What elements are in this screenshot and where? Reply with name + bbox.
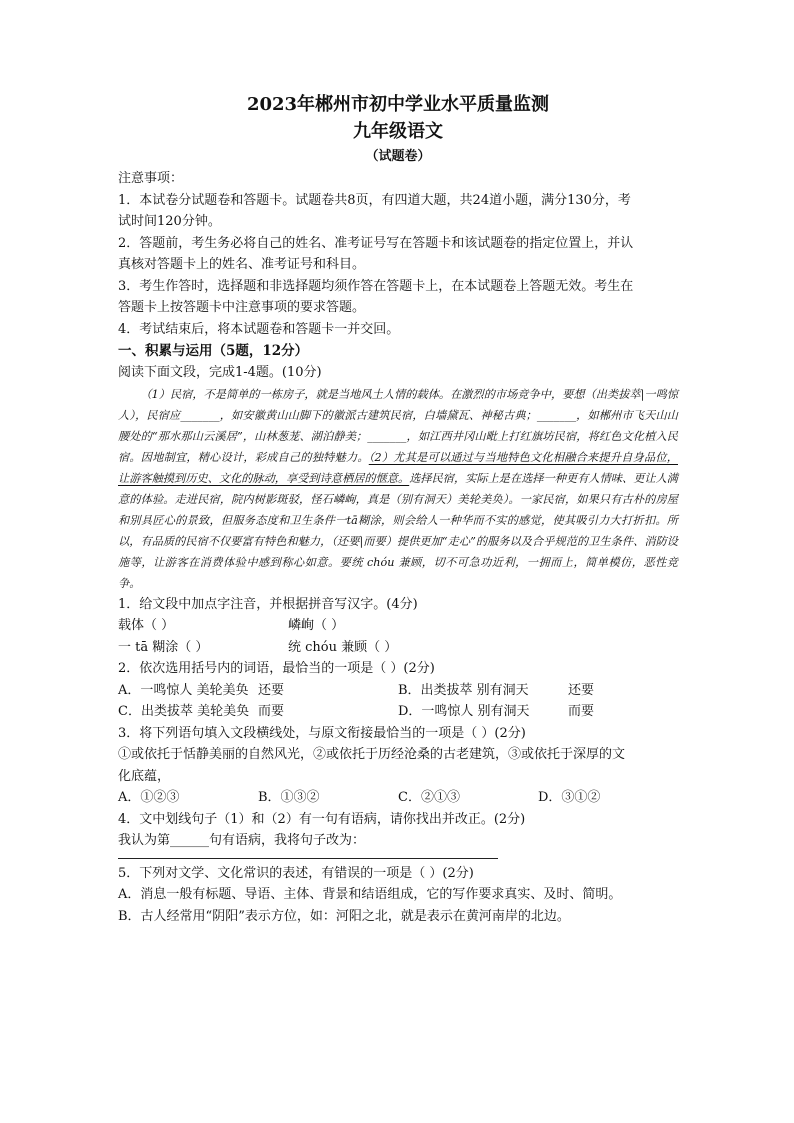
question-5: 5．下列对文学、文化常识的表述，有错误的一项是（ ）(2分)	[118, 865, 474, 881]
q1-items-row	[118, 637, 678, 659]
q1-item: 统 chóu 兼顾（ ）	[288, 639, 398, 655]
q2-option: C．出类拔萃 美轮美奂	[118, 704, 250, 719]
question-1: 1．给文段中加点字注音，并根据拼音写汉字。(4分)	[118, 596, 418, 612]
q3-sentences-cont: 化底蕴，	[118, 768, 171, 784]
q2-options-row	[118, 701, 678, 723]
q4-answer-line	[118, 858, 498, 859]
q3-option-d: D．③①②	[538, 790, 601, 805]
q2-option-word: 而要	[568, 704, 595, 719]
passage-part-3: 选择民宿，实际上是在选择一种更有人情味、更让人满意的体验。走进民宿，院内树影斑驳，怪石嶙峋，真是（别有洞天）美轮美奂）。一家民宿，如果只有古朴的房屋和别具匠心的景致，但服务态度和卫生条件一tā糊涂，则会给人一种华而不实的感觉，使其吸引力大打折扣。所以，有品质的民宿不仅要富有特色和魅力，（还要|而要）提供更加“走心”的服务以及合乎规范的卫生条件、消防设施等，让游客在消费体验中感到称心如意。要统 chóu 兼顾，切不可急功近利，一拥而上，简单模仿，恶性竞争。	[118, 471, 678, 590]
q2-option: A．一鸣惊人 美轮美奂	[118, 682, 249, 698]
q1-items-row	[118, 615, 678, 637]
q3-options-row	[118, 787, 678, 809]
q2-option: B．出类拔萃 别有洞天	[398, 682, 529, 698]
question-4: 4．文中划线句子（1）和（2）有一句有语病，请你找出并改正。(2分)	[118, 811, 526, 827]
q1-item: 嶙峋（ ）	[288, 618, 345, 633]
q1-item: 载体（ ）	[118, 618, 175, 633]
instructions-heading: 注意事项：	[118, 171, 184, 186]
exam-subject: 九年级语文	[353, 121, 443, 142]
q5-option-a: A．消息一般有标题、导语、主体、背景和结语组成，它的写作要求真实、及时、简明。	[118, 887, 622, 902]
section-intro: 阅读下面文段，完成1-4题。(10分)	[118, 365, 322, 380]
exam-title: 2023年郴州市初中学业水平质量监测	[246, 94, 550, 115]
instruction-line: 答题卡上按答题卡中注意事项的要求答题。	[118, 300, 366, 315]
q5-option-b: B．古人经常用“阴阳”表示方位，如：河阳之北，就是表示在黄河南岸的北边。	[118, 908, 570, 924]
question-3: 3．将下列语句填入文段横线处，与原文衔接最恰当的一项是（ ）(2分)	[118, 725, 526, 741]
instruction-line: 真核对答题卡上的姓名、准考证号和科目。	[118, 257, 366, 272]
q3-sentences: ①或依托于恬静美丽的自然风光，②或依托于历经沧桑的古老建筑，③或依托于深厚的文	[118, 747, 626, 762]
q4-answer-prompt: 我认为第______句有语病，我将句子改为：	[118, 833, 366, 848]
q2-options-row	[118, 680, 678, 702]
q2-option-word: 还要	[568, 682, 595, 698]
q3-option-b: B．①③②	[258, 790, 320, 805]
q3-option-a: A．①②③	[118, 790, 180, 805]
exam-note: （试题卷）	[365, 149, 431, 164]
passage-part-1: （1）民宿，不是简单的一栋房子，就是当地风土人情的载体。在激烈的市场竞争中，要想（出类拔萃|一鸣惊人），民宿应_______，如安徽黄山山脚下的徽派古建筑民宿，白墙黛瓦、神秘古典；_______，如郴州市飞天山山腰处的“那水那山云溪居”，山林葱茏、湖泊静美；_______，如江西井冈山毗上打红旗坊民宿，将红色文化植入民宿。因地制宜，精心设计，彩成自己的独特魅力。	[118, 387, 678, 464]
q2-option: D．一鸣惊人 别有洞天	[398, 704, 530, 719]
passage-underlined-sentence: （2）尤其是可以通过与当地特色文化相融合来提升自身品位，让游客触摸到历史、文化的脉动，享受到诗意栖居的惬意。	[118, 450, 678, 485]
instruction-line: 4．考试结束后，将本试题卷和答题卡一并交回。	[118, 321, 400, 337]
section-heading: 一、积累与运用（5题，12分）	[118, 343, 309, 359]
instruction-line: 2．答题前，考生务必将自己的姓名、准考证号写在答题卡和该试题卷的指定位置上，并认	[118, 235, 634, 251]
instruction-line: 试时间120分钟。	[118, 214, 221, 229]
q2-option-word: 还要	[258, 682, 285, 698]
exam-page	[118, 92, 678, 927]
instruction-line: 3．考生作答时，选择题和非选择题均须作答在答题卡上，在本试题卷上答题无效。考生在	[118, 278, 634, 294]
q1-item: 一 tā 糊涂（ ）	[118, 639, 209, 655]
reading-passage	[118, 384, 678, 594]
question-2: 2．依次选用括号内的词语，最恰当的一项是（ ）(2分)	[118, 661, 435, 676]
instruction-line: 1．本试卷分试题卷和答题卡。试题卷共8页，有四道大题，共24道小题，满分130分，考	[118, 192, 631, 208]
q3-option-c: C．②①③	[398, 790, 460, 805]
q2-option-word: 而要	[258, 704, 285, 719]
instructions	[118, 168, 678, 340]
